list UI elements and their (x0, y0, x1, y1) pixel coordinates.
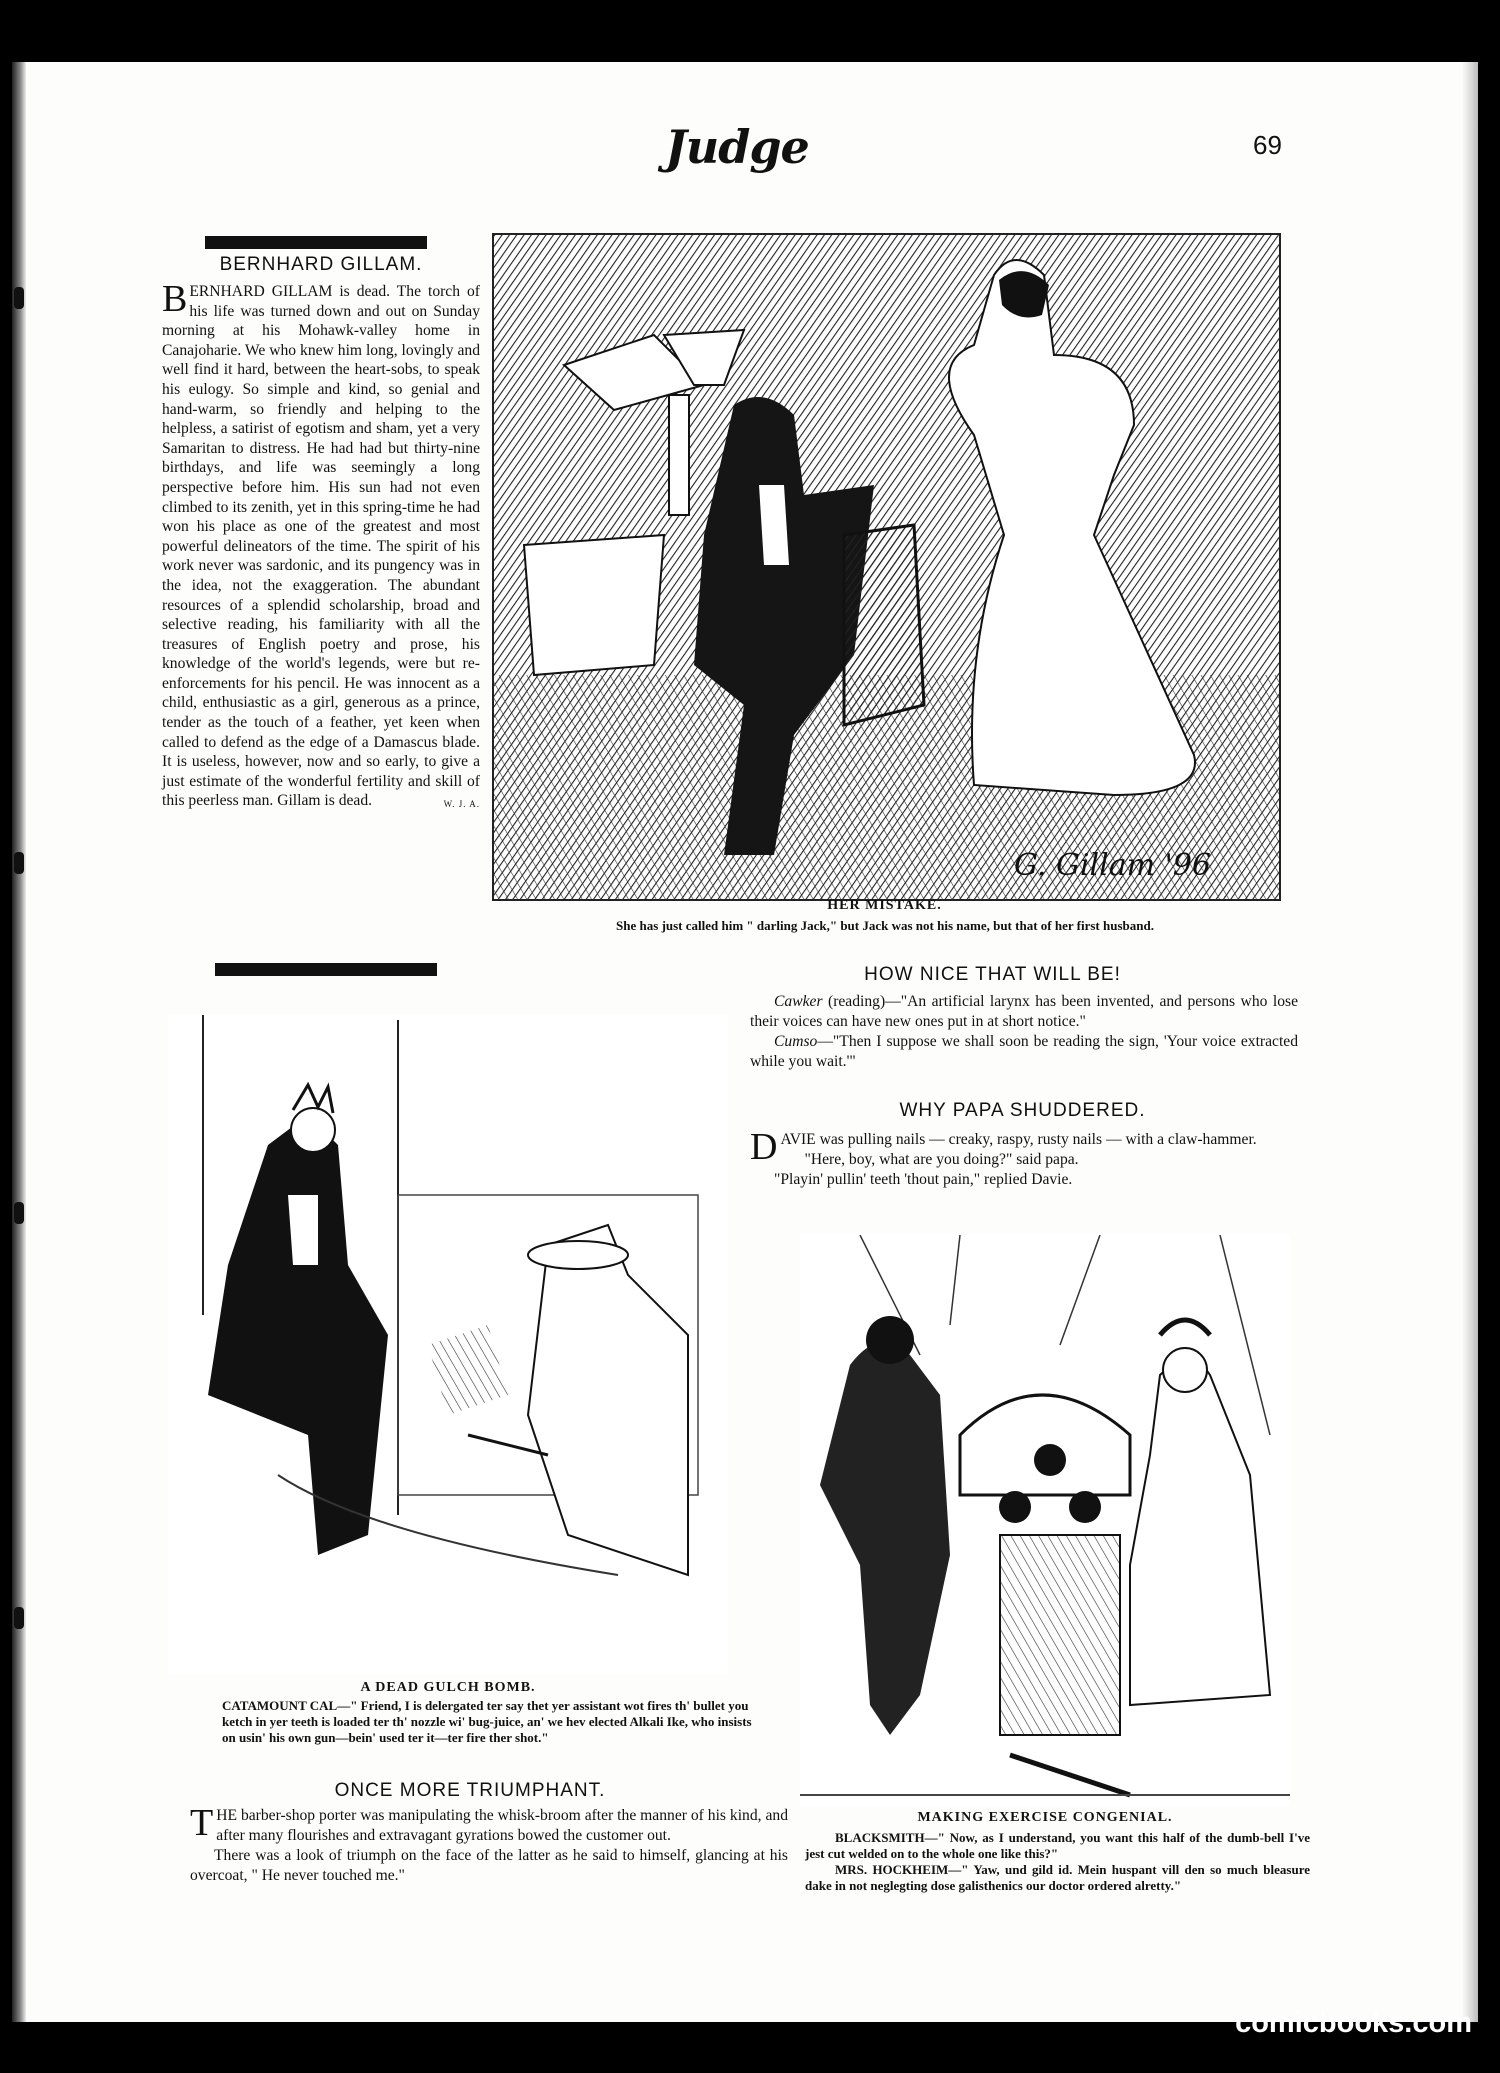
dialogue-line: (reading)—"An artificial larynx has been invented, and persons who lose their voices can have new ones put in at short notice." (750, 993, 1299, 1030)
cartoon-dead-gulch-title: A DEAD GULCH BOMB. (360, 1680, 536, 1695)
binding-hole (14, 287, 24, 309)
cartoon-her-mistake-caption: She has just called him " darling Jack," but Jack was not his name, but that of her first husband. (616, 918, 1154, 933)
article-title-why-papa: WHY PAPA SHUDDERED. (899, 1100, 1146, 1121)
page-edge (1462, 62, 1478, 2022)
drop-cap: B (162, 278, 188, 320)
watermark-logo: comicbooks.com (1235, 2007, 1472, 2039)
illustration-sketch (800, 1235, 1290, 1805)
top-rule (205, 236, 427, 249)
paragraph: "Playin' pullin' teeth 'thout pain," replied Davie. (774, 1171, 1073, 1188)
article-body-why-papa (750, 1126, 1298, 1190)
article-title-bernhard-gillam: BERNHARD GILLAM. (219, 254, 423, 275)
artist-signature: G. Gillam '96 (1014, 848, 1212, 883)
cartoon-making-exercise-caption (805, 1830, 1310, 1894)
cartoon-dead-gulch-caption (222, 1698, 762, 1746)
illustration-sketch (168, 1015, 728, 1675)
paragraph: AVIE was pulling nails — creaky, raspy, rusty nails — with a claw-hammer. (780, 1131, 1257, 1148)
article-body-bernhard-gillam (162, 278, 480, 815)
drop-cap: T (190, 1802, 214, 1844)
cartoon-making-exercise-illustration (800, 1235, 1290, 1805)
page-spine (12, 62, 26, 2022)
illustration-sketch (494, 235, 1279, 899)
speaker-name: BLACKSMITH (835, 1830, 925, 1845)
dialogue-line: —" Friend, I is delergated ter say thet yer assistant wot fires th' bullet you ketch in yer teeth is loaded ter th' nozzle wi' bug-juice, an' we hev elected Alkali Ike, who insists on usin' his own gun—bein' used ter it—ter fire ther shot." (222, 1698, 752, 1745)
bottom-rule (215, 963, 437, 976)
paragraph: "Here, boy, what are you doing?" said papa. (804, 1151, 1079, 1168)
speaker-name: MRS. HOCKHEIM (835, 1862, 949, 1877)
page-number: 69 (1253, 130, 1282, 160)
cartoon-her-mistake-illustration (492, 233, 1281, 901)
speaker-name: Cumso (774, 1033, 818, 1050)
paragraph: There was a look of triumph on the face of the latter as he said to himself, glancing at his overcoat, " He never touched me." (190, 1847, 788, 1884)
cartoon-dead-gulch-illustration (168, 1015, 728, 1675)
binding-hole (14, 1607, 24, 1629)
paragraph: HE barber-shop porter was manipulating the whisk-broom after the manner of his kind, and after many flourishes and extravagant gyrations bowed the customer out. (216, 1807, 788, 1844)
dialogue-line: —"Then I suppose we shall soon be reading the sign, 'Your voice extracted while you wait.'" (750, 1033, 1298, 1070)
article-title-how-nice: HOW NICE THAT WILL BE! (864, 964, 1121, 985)
article-body-how-nice (750, 992, 1298, 1072)
speaker-name: Cawker (774, 993, 823, 1010)
binding-hole (14, 1202, 24, 1224)
cartoon-making-exercise-title: MAKING EXERCISE CONGENIAL. (917, 1810, 1173, 1825)
article-text: ERNHARD GILLAM is dead. The torch of his life was turned down and out on Sunday morning at his Mohawk-valley home in Canajoharie. We who knew him long, lovingly and well find it hard, between the heart-sobs, to speak his eulogy. So simple and kind, so genial and hand-warm, so friendly and helping to the helpless, a satirist of egotism and sham, yet a very Samaritan to distress. He had had but thirty-nine birthdays, and life was seemingly a long perspective before him. His sun had not even climbed to its zenith, yet in this spring-time he had won his place as one of the greatest and most powerful delineators of the time. The spirit of his work never was sardonic, and its pungency was in the idea, not the exaggeration. The abundant resources of a splendid scholarship, broad and selective reading, his familiarity with all the treasures of English poetry and prose, his knowledge of the world's legends, were but re-enforcements for his pencil. He was innocent as a child, enthusiastic as a girl, generous as a prince, tender as the touch of a feather, yet keen when called to defend as the edge of a Damascus blade. It is useless, however, now and so early, to give a just estimate of the wonderful fertility and skill of this peerless man. Gillam is dead. (162, 283, 480, 810)
article-title-once-more: ONCE MORE TRIUMPHANT. (334, 1780, 606, 1801)
binding-hole (14, 852, 24, 874)
masthead-logo: Judge (665, 120, 809, 174)
cartoon-her-mistake-title: HER MISTAKE. (827, 898, 942, 913)
drop-cap: D (750, 1126, 778, 1168)
dialogue-line: —" Yaw, und gild id. Mein huspant vill den so much bleasure dake in not neglegting dose galisthenics our doctor ordered alretty." (805, 1862, 1310, 1893)
article-body-once-more (190, 1802, 788, 1886)
speaker-name: CATAMOUNT CAL (222, 1698, 338, 1713)
dialogue-line: —" Now, as I understand, you want this half of the dumb-bell I've jest cut welded on to the whole one like this?" (805, 1830, 1310, 1861)
article-signature: W. J. A. (443, 799, 480, 810)
